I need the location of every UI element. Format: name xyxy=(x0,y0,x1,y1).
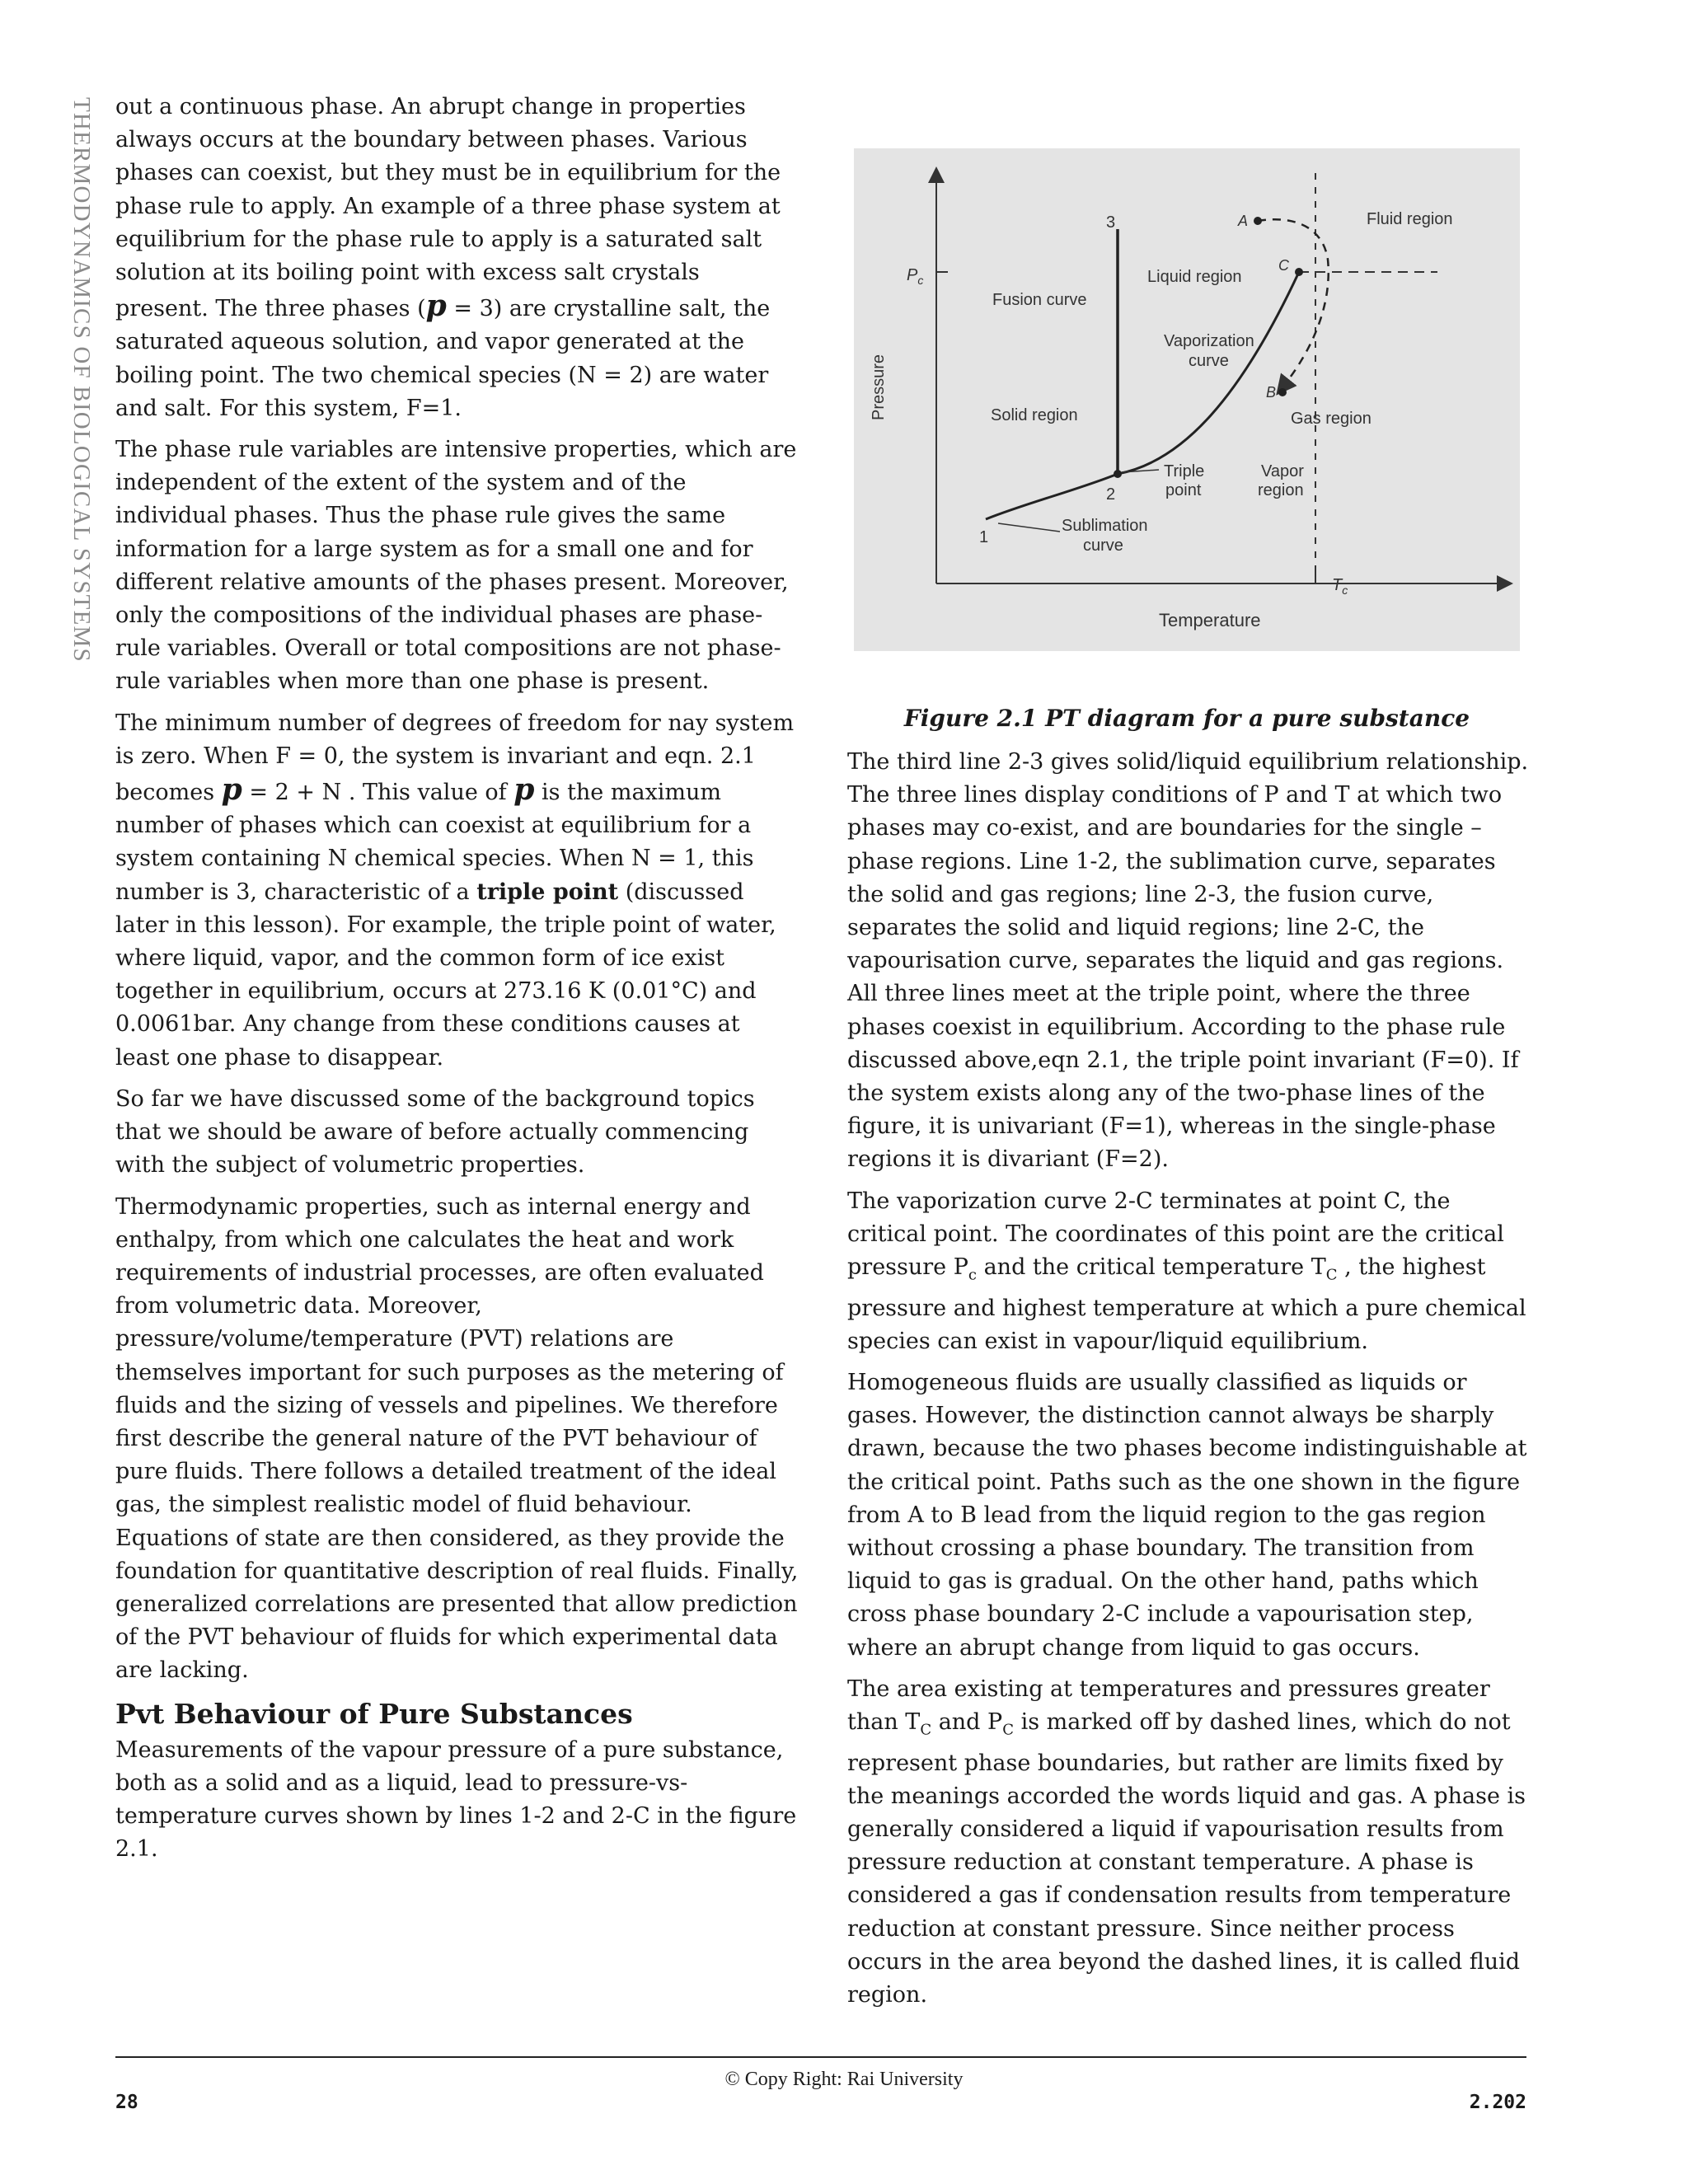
sublimation-curve-label-2: curve xyxy=(1083,537,1123,555)
paragraph-vapour-pressure: Measurements of the vapour pressure of a pure substance, both as a solid and as a liquid, lead to pressure-vs-temperature curves shown by lines 1-2 and 2-C in the figure 2.1. xyxy=(115,1736,797,1863)
paragraph-critical-point: The vaporization curve 2-C terminates at point C, the critical point. The coordinates of this point are the critical pressure $P_c$ and the critical temperature $T_C$ , the highest pressure and highest temperature at which a pure chemical species can exist in vapour/liquid equilibrium. xyxy=(847,1188,1526,1354)
pt-diagram-figure xyxy=(854,148,1520,651)
vaporization-curve-label-2: curve xyxy=(1189,352,1229,370)
figure-caption: Figure 2.1 PT diagram for a pure substance xyxy=(903,705,1470,732)
point-b-marker xyxy=(1278,388,1287,396)
point-1-label: 1 xyxy=(979,528,989,546)
paragraph-phase-rule-variables: The phase rule variables are intensive properties, which are independent of the extent of the system and of the individual phases. Thus the phase rule gives the same information for a large system as for a small one and for different relative amounts of the phases present. Moreover, only the compositions of the individual phases are phase-rule variables. Overall or total compositions are not phase-rule variables when more than one phase is present. xyxy=(115,437,797,695)
critical-point-marker xyxy=(1295,268,1303,276)
triple-point-marker xyxy=(1114,470,1122,478)
copyright: © Copy Right: Rai University xyxy=(724,2069,964,2090)
symbol-pi: p xyxy=(221,772,242,808)
point-a-marker xyxy=(1254,217,1262,225)
gas-region-label: Gas region xyxy=(1291,410,1372,428)
vaporization-curve-label-1: Vaporization xyxy=(1164,332,1254,350)
fluid-region-label: Fluid region xyxy=(1367,210,1453,228)
point-3-label: 3 xyxy=(1106,213,1116,232)
footer-rule xyxy=(115,2056,1526,2058)
fusion-curve-label: Fusion curve xyxy=(992,291,1087,309)
svg-text:Tc: $T_c$ xyxy=(1332,576,1348,597)
symbol-pi: p xyxy=(513,772,535,808)
sublimation-curve xyxy=(986,474,1118,519)
liquid-region-label: Liquid region xyxy=(1147,268,1242,286)
sublimation-pointer xyxy=(998,523,1060,532)
right-column xyxy=(847,746,1531,2020)
running-head-vertical: THERMODYNAMICS OF BIOLOGICAL SYSTEMS xyxy=(68,97,95,663)
left-column xyxy=(115,91,799,1874)
point-a-label: A xyxy=(1238,213,1249,229)
point-c-label: C xyxy=(1278,257,1289,274)
solid-region-label: Solid region xyxy=(991,406,1078,424)
course-code: 2.202 xyxy=(1469,2092,1526,2113)
term-triple-point: triple point xyxy=(476,879,619,905)
pc-label: P xyxy=(907,266,918,284)
paragraph-thermo-properties: Thermodynamic properties, such as internal energy and enthalpy, from which one calculates the heat and work requirements of industrial processes, are often evaluated from volumetric data. Moreover, pressure/volume/temperature (PVT) relations are themselves important for such purposes as the metering of fluids and the sizing of vessels and pipelines. We therefore first describe the general nature of the PVT behaviour of pure fluids. There follows a detailed treatment of the ideal gas, the simplest realistic model of fluid behaviour. Equations of state are then considered, as they provide the foundation for quantitative description of real fluids. Finally, generalized correlations are presented that allow prediction of the PVT behaviour of fluids for which experimental data are lacking. xyxy=(115,1193,799,1684)
paragraph-third-line: The third line 2-3 gives solid/liquid equilibrium relationship. The three lines display conditions of P and T at which two phases may co-exist, and are boundaries for the single –phase regions. Line 1-2, the sublimation curve, separates the solid and gas regions; line 2-3, the fusion curve, separates the solid and liquid regions; line 2-C, the vapourisation curve, separates the liquid and gas regions. All three lines meet at the triple point, where the three phases coexist in equilibrium. According to the phase rule discussed above,eqn 2.1, the triple point invariant (F=0). If the system exists along any of the two-phase lines of the figure, it is univariant (F=1), whereas in the single-phase regions it is divariant (F=2). xyxy=(847,749,1529,1173)
paragraph-degrees-of-freedom: The minimum number of degrees of freedom for nay system is zero. When F = 0, the system is invariant and eqn. 2.1 becomes p = 2 + N . This value of p is the maximum number of phases which can coexist at equilibrium for a system containing N chemical species. When N = 1, this number is 3, characteristic of a triple point (discussed later in this lesson). For example, the triple point of water, where liquid, vapor, and the common form of ice exist together in equilibrium, occurs at 273.16 K (0.01°C) and 0.0061bar. Any change from these conditions causes at least one phase to disappear. xyxy=(115,710,795,1071)
vapor-region-label-2: region xyxy=(1258,481,1304,499)
y-axis-label: Pressure xyxy=(870,354,888,420)
pt-diagram xyxy=(854,148,1520,651)
sublimation-curve-label-1: Sublimation xyxy=(1062,517,1148,535)
vapor-region-label-1: Vapor xyxy=(1261,462,1304,480)
point-b-label: B xyxy=(1266,384,1277,401)
x-axis-label: Temperature xyxy=(1159,610,1261,630)
tc-label: T xyxy=(1332,576,1343,594)
paragraph-homogeneous-fluids: Homogeneous fluids are usually classified as liquids or gases. However, the distinction cannot always be sharply drawn, because the two phases become indistinguishable at the critical point. Paths such as the one shown in the figure from A to B lead from the liquid region to the gas region without crossing a phase boundary. The transition from liquid to gas is gradual. On the other hand, paths which cross phase boundary 2-C include a vapourisation step, where an abrupt change from liquid to gas occurs. xyxy=(847,1370,1527,1661)
symbol-pi: p xyxy=(425,288,447,324)
page-number: 28 xyxy=(115,2092,138,2113)
path-a-to-b xyxy=(1258,219,1329,387)
paragraph-fluid-region: The area existing at temperatures and pressures greater than $T_C$ and $P_C$ is marked off by dashed lines, which do not represent phase boundaries, but rather are limits fixed by the meanings accorded the words liquid and gas. A phase is generally considered a liquid if vapourisation results from pressure reduction at constant temperature. A phase is considered a gas if condensation results from temperature reduction at constant pressure. Since neither process occurs in the area beyond the dashed lines, it is called fluid region. xyxy=(847,1675,1526,2008)
section-heading: Pvt Behaviour of Pure Substances xyxy=(115,1697,633,1730)
svg-text:Pc: $P_c$ xyxy=(907,266,924,287)
vaporization-curve xyxy=(1118,272,1299,474)
paragraph-phase-intro: out a continuous phase. An abrupt change in properties always occurs at the boundary between phases. Various phases can coexist, but they must be in equilibrium for the phase rule to apply. An example of a three phase system at equilibrium for the phase rule to apply is a saturated salt solution at its boiling point with excess salt crystals present. The three phases (p = 3) are crystalline salt, the saturated aqueous solution, and vapor generated at the boiling point. The two chemical species (N = 2) are water and salt. For this system, F=1. xyxy=(115,94,781,421)
point-2-label: 2 xyxy=(1106,485,1116,504)
triple-point-label-2: point xyxy=(1165,481,1202,499)
paragraph-background: So far we have discussed some of the background topics that we should be aware of before actually commencing with the subject of volumetric properties. xyxy=(115,1085,755,1179)
triple-point-label-1: Triple xyxy=(1164,462,1205,480)
